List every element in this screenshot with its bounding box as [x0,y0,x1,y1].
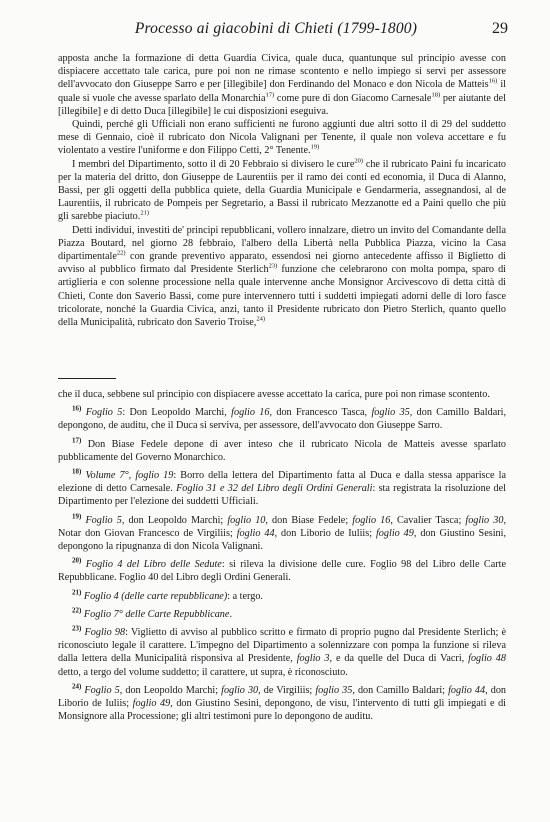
footnote-reference: 22) [116,249,126,257]
footnote-number: 18) [72,467,82,476]
text-run: , don Leopoldo Marchi; [121,514,228,526]
citation-text: foglio 30 [221,684,259,696]
citation-text: Volume 7°, foglio 19 [85,470,174,482]
body-paragraph [58,158,506,224]
text-run: , don Giustino Sesini, depongono la ripugnanza di don Nicola Valignani. [58,527,506,553]
citation-text: foglio 49 [375,527,414,539]
citation-text: Foglio 5 [85,407,123,419]
text-run: , don Liborio de Iuliis; [58,684,506,710]
text-run: : sta registrata la risoluzione del Dipartimento per l'elezione dei suddetti Ufficiali. [58,483,506,508]
footnote-reference: 16) [488,78,498,86]
citation-text: foglio 44 [236,527,275,539]
citation-text: foglio 16 [352,514,391,526]
text-run: , don Camillo Baldari; [352,684,449,696]
text-run: , Notar don Giovan Francesco de Virgiliis; [58,514,506,539]
footnotes [58,388,506,728]
body-paragraph [58,52,506,118]
footnote [58,438,506,464]
footnote [58,558,506,584]
footnote-separator [58,378,116,379]
text-run: apposta anche la formazione di detta Guardia Civica, quale duca, quantunque sul principio avesse con dispiacere accettato tale carica, pure poi non ne rimase scontento e nello impiego si servì per assessore dell'avvocato don Giuseppe Sarro e per [illegibile] don Ferdinando del Monaco e don Nicola de Matteis [58,53,506,91]
body-paragraph [58,118,506,158]
footnote [58,626,506,679]
footnote-number: 19) [72,512,82,521]
footnote-number: 17) [72,436,82,445]
footnote-reference: 19) [310,144,320,152]
footnote-number: 22) [72,606,82,615]
text-run: , don Francesco Tasca, [269,407,372,419]
citation-text: foglio 16 [231,407,270,419]
citation-text: Foglio 98 [84,627,126,639]
text-run: il quale si vuole che avesse sparlato della Monarchia [58,79,506,104]
footnote-reference: 17) [265,91,275,99]
text-run: . [229,608,232,620]
footnote-reference: 20) [354,157,364,165]
text-run: , e da quelle del Duca di Vacri, [329,653,469,665]
citation-text: Foglio 5 [84,684,120,696]
footnote [58,388,506,401]
citation-text: Foglio 7° delle Carte Repubblicane [83,608,230,620]
main-text [58,52,506,329]
text-run: I membri del Dipartimento, sotto il dì 20 Febbraio si divisero le cure [72,158,355,170]
citation-text: Foglio 31 e 32 del Libro degli Ordini Generali [176,483,373,495]
text-run: : Borro della lettera del Dipartimento fatta al Duca e dalla stessa apparisce la elezione di detto Carnesale. [58,470,506,495]
citation-text: foglio 30 [465,514,504,526]
citation-text: foglio 35 [371,407,410,419]
text-run: per aiutante del [illegibile] e di detto Duca [illegibile] le cui disposizioni eseguiva. [58,92,507,117]
text-run: : Viglietto di avviso al pubblico scritto e firmato di proprio pugno dal Presidente Sterlich; è riconosciuto legale il carattere. L'impegno del Dipartimento a solennizzare con pompa la funzione si rileva dalla lettera della Municipalità risponsiva al Presidente, [58,627,507,665]
text-run: Don Biase Fedele depone di aver inteso che il rubricato Nicola de Matteis avesse sparlato pubblicamente del Governo Monarchico. [58,438,506,463]
footnote [58,406,506,432]
citation-text: foglio 3 [296,653,330,665]
footnote-number: 21) [72,588,82,597]
citation-text: Foglio 5 [85,514,122,526]
text-run: , don Biase Fedele; [265,514,353,526]
text-run: che il rubricato Paini fu incaricato per la materia del dritto, don Giuseppe de Laurentiis per il ramo dei conti ed economia, il Duca di Alanno, Bassi, per gli oggetti della pubblica quiete, della Guardia Municipale e Gendarmeria, assegnandosi, al de Laurentiis, il rubricato de Pompeis per Segretario, a Bassi il rubricato Mezzanotte ed a Paini quello che più gli sarebbe piaciuto. [58,158,506,223]
text-run: , don Leopoldo Marchi; [119,684,222,696]
page-header [40,20,512,42]
text-run: Detti individui, investiti de' principi repubblicani, vollero innalzare, dietro un invito del Comandante della Piazza Boutard, nel giorno 28 febbraio, l'albero della Libertà nella Pubblica Piazza, vicino la Casa dipartimentale [58,224,506,263]
footnote-reference: 23) [268,262,278,270]
text-run: , de Virgiliis; [258,684,316,696]
footnote-reference: 24) [256,315,266,323]
citation-text: foglio 35 [315,684,353,696]
citation-text: Foglio 4 (delle carte repubblicane) [83,590,228,602]
text-run: : a tergo. [227,590,263,602]
citation-text: foglio 44 [448,684,486,696]
footnote [58,608,506,621]
footnote-reference: 21) [140,210,149,218]
running-title: Processo ai giacobini di Chieti (1799-1800) [134,20,418,37]
text-run: detto, a tergo del volume suddetto; il carattere, ut supra, è riconosciuto. [58,666,348,678]
footnote [58,684,506,724]
text-run: : si rileva la divisione delle cure. Foglio 98 del Libro delle Carte Repubblicane. Foglio 40 del Libro degli Ordini Generali. [58,559,506,584]
footnote-number: 24) [72,682,82,691]
footnote [58,590,506,603]
footnote-number: 23) [72,624,82,633]
text-run: , don Giustino Sesini, depongono, de visu, l'intervento di tutti gli impiegati e di Monsignore alla Processione; gli altri testimoni pure lo depongono de auditu. [58,698,506,723]
text-run: Quindi, perché gli Ufficiali non erano sufficienti ne furono aggiunti due altri sotto il dì 29 del suddetto mese di Gennaio, cioè il rubricato don Nicola Valignani per Tenente, il quale non voleva accettare e fu violentato a vestire l'uniforme e don Filippo Cetti, 2° Tenente. [58,119,506,157]
text-run: come pure di don Giacomo Carnesale [274,92,432,104]
text-run: funzione che celebrarono con molta pompa, sparo di artiglieria e con solenne processione nella quale intervenne anche Monsignor Arcivescovo di detta città di Chieti, Conte don Saverio Bassi, come pure intervennero tutti i suddetti impiegati adorni delle di loro fasce tricolorate, nonché la Guardia Civica, anzi, tanto il Presidente rubricato don Pietro Sterlich, quanto quello della Municipalità, rubricato don Saverio Troise, [58,264,507,329]
text-run: : Don Leopoldo Marchi, [122,407,232,419]
footnote-number: 20) [72,556,82,565]
footnote-reference: 18) [431,91,441,99]
text-run: , don Liborio de Iuliis; [274,527,376,539]
text-run: che il duca, sebbene sul principio con dispiacere avesse accettato la carica, pure poi non rimase scontento. [58,389,490,400]
citation-text: foglio 10 [227,514,266,526]
citation-text: foglio 49 [132,698,171,710]
text-run: con grande preventivo apparato, essendosi nei giorno antecedente affisso il Biglietto di avviso al pubblico firmato dal Presidente Sterlich [58,251,506,276]
text-run: , don Camillo Baldari, depongono, de auditu, che il Duca si serviva, per assessore, dell'avvocato don Giuseppe Sarro. [58,407,507,432]
citation-text: Foglio 4 del Libro delle Sedute [85,559,222,571]
body-paragraph [58,224,506,330]
footnote [58,514,506,554]
footnote [58,469,506,509]
text-run: , Cavalier Tasca; [390,514,466,526]
footnote-number: 16) [72,404,82,413]
citation-text: foglio 48 [468,653,506,665]
page-number: 29 [492,20,508,37]
